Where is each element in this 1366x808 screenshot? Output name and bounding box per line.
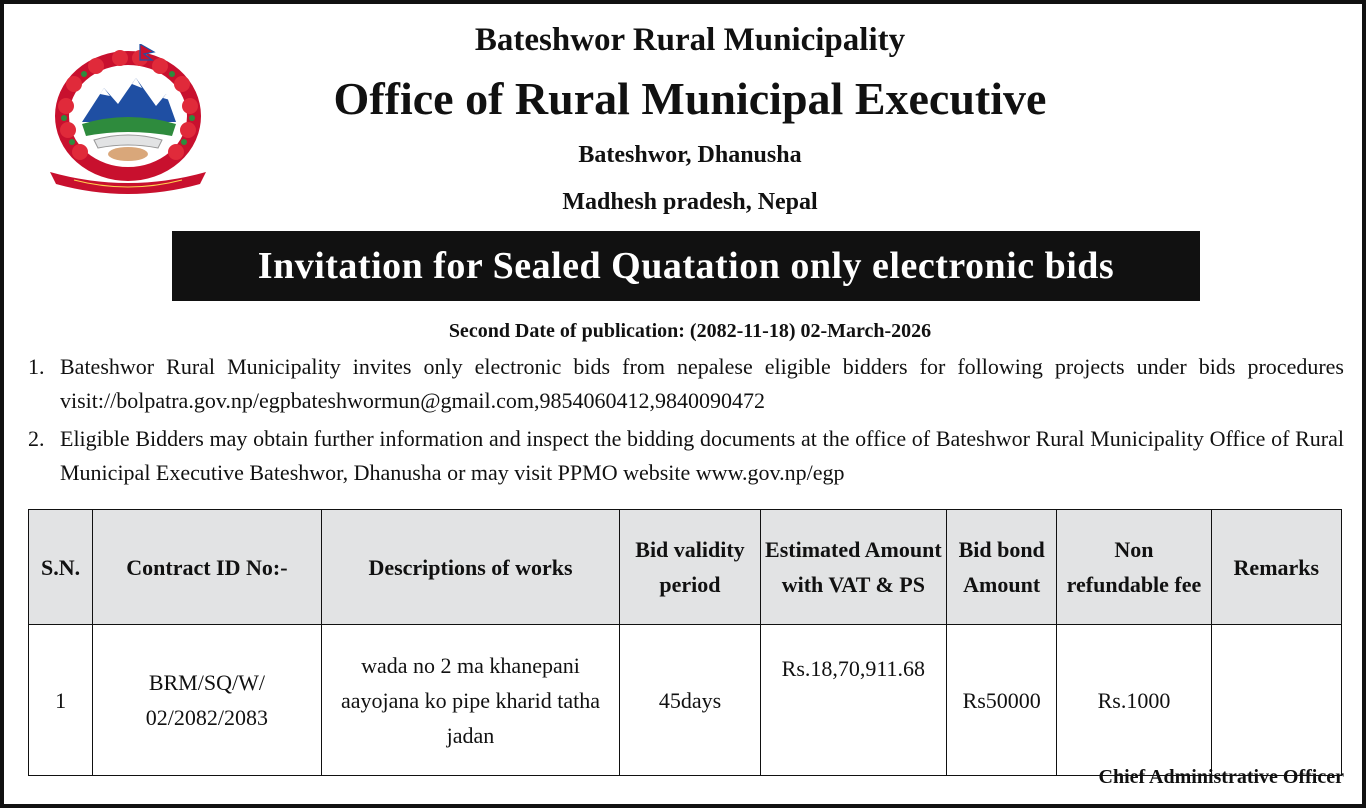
address-line1: Bateshwor, Dhanusha — [578, 142, 802, 168]
cell-description: wada no 2 ma khanepani aayojana ko pipe kharid tatha jadan — [321, 625, 620, 776]
notice-item-2 — [4, 422, 1344, 492]
title-banner — [172, 231, 1200, 301]
col-header-fee: Non refundable fee — [1057, 510, 1211, 625]
notice-text: Bateshwor Rural Municipality invites only electronic bids from nepalese eligible bidders for following projects under bids procedures visit://bolpatra.gov.np/egpbateshwormun@gmail.com,9854060412,9840090472 — [60, 354, 1344, 413]
bids-table — [28, 509, 1342, 776]
col-header-bond: Bid bond Amount — [947, 510, 1057, 625]
col-header-estimate: Estimated Amount with VAT & PS — [760, 510, 946, 625]
address-line2: Madhesh pradesh, Nepal — [562, 189, 818, 215]
cell-fee: Rs.1000 — [1057, 625, 1211, 776]
office-name: Office of Rural Municipal Executive — [333, 73, 1047, 124]
notice-item-1 — [4, 350, 1344, 420]
table-row — [29, 625, 1342, 776]
notice-number: 1. — [28, 354, 45, 379]
notice-text: Eligible Bidders may obtain further information and inspect the bidding documents at the office of Bateshwor Rural Municipality Office of Rural Municipal Executive Bateshwor, Dhanusha or may visit PPMO website www.gov.np/egp — [60, 426, 1344, 485]
col-header-remarks: Remarks — [1211, 510, 1341, 625]
cell-bond: Rs50000 — [947, 625, 1057, 776]
col-header-description: Descriptions of works — [321, 510, 620, 625]
col-header-sn: S.N. — [29, 510, 93, 625]
org-name: Bateshwor Rural Municipality — [474, 22, 906, 58]
signatory: Chief Administrative Officer — [1098, 766, 1344, 788]
publication-date: Second Date of publication: (2082-11-18) 02-March-2026 — [448, 320, 932, 342]
col-header-contract-id: Contract ID No:- — [93, 510, 322, 625]
cell-contract-id: BRM/SQ/W/ 02/2082/2083 — [93, 625, 322, 776]
cell-estimate: Rs.18,70,911.68 — [760, 625, 946, 776]
table-header-row — [29, 510, 1342, 625]
cell-remarks — [1211, 625, 1341, 776]
col-header-validity: Bid validity period — [620, 510, 760, 625]
cell-sn: 1 — [29, 625, 93, 776]
cell-validity: 45days — [620, 625, 760, 776]
banner-title: Invitation for Sealed Quatation only electronic bids — [257, 245, 1115, 287]
notice-number: 2. — [28, 426, 45, 451]
